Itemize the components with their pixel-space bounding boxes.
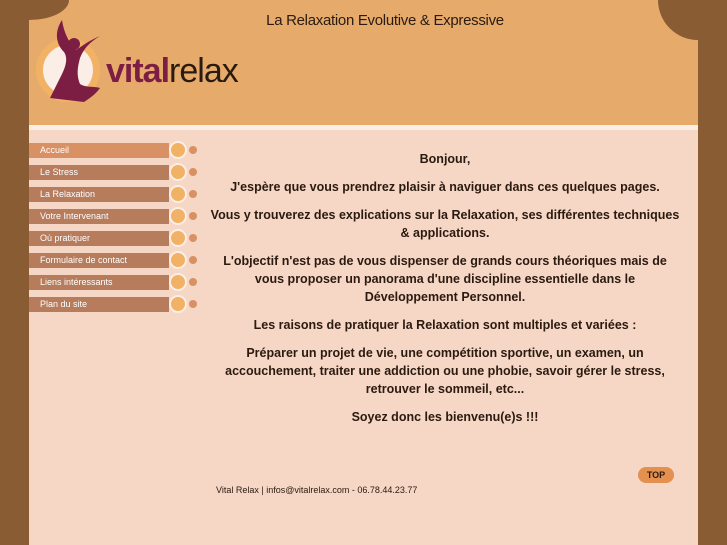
nav-label[interactable]: La Relaxation bbox=[29, 187, 169, 202]
logo-figure-icon bbox=[44, 18, 104, 106]
nav-label[interactable]: Le Stress bbox=[29, 165, 169, 180]
footer-contact: Vital Relax | infos@vitalrelax.com - 06.78.44.23.77 bbox=[216, 485, 418, 495]
nav-knob-icon bbox=[169, 295, 187, 313]
greeting-paragraph: Bonjour, bbox=[419, 152, 471, 166]
nav-item-plan-du-site[interactable] bbox=[29, 293, 199, 315]
nav-dot-icon bbox=[189, 212, 197, 220]
nav-label[interactable]: Liens intéressants bbox=[29, 275, 169, 290]
nav-knob-icon bbox=[169, 273, 187, 291]
nav-knob-icon bbox=[169, 229, 187, 247]
logo-relax-text: relax bbox=[169, 52, 238, 90]
logo-vital-text: vital bbox=[106, 52, 170, 90]
nav-knob-icon bbox=[169, 185, 187, 203]
nav-dot-icon bbox=[189, 168, 197, 176]
content-paragraph: L'objectif n'est pas de vous dispenser de grands cours théoriques mais de vous proposer un panorama d'une discipline essentielle dans le Développement Personnel. bbox=[223, 254, 667, 304]
header-divider bbox=[29, 125, 698, 130]
nav-dot-icon bbox=[189, 256, 197, 264]
nav-item-formulaire-contact[interactable] bbox=[29, 249, 199, 271]
nav-label[interactable]: Votre Intervenant bbox=[29, 209, 169, 224]
content-paragraph: Les raisons de pratiquer la Relaxation sont multiples et variées : bbox=[253, 318, 637, 332]
content-paragraph: Vous y trouverez des explications sur la Relaxation, ses différentes techniques & applications. bbox=[210, 208, 680, 240]
nav-knob-icon bbox=[169, 163, 187, 181]
nav-dot-icon bbox=[189, 190, 197, 198]
nav-item-votre-intervenant[interactable] bbox=[29, 205, 199, 227]
main-nav bbox=[29, 139, 199, 315]
nav-label[interactable]: Accueil bbox=[29, 143, 169, 158]
nav-label[interactable]: Formulaire de contact bbox=[29, 253, 169, 268]
back-to-top-button[interactable]: TOP bbox=[638, 467, 674, 483]
nav-dot-icon bbox=[189, 234, 197, 242]
nav-item-le-stress[interactable] bbox=[29, 161, 199, 183]
nav-dot-icon bbox=[189, 278, 197, 286]
site-tagline: La Relaxation Evolutive & Expressive bbox=[266, 12, 504, 29]
nav-item-ou-pratiquer[interactable] bbox=[29, 227, 199, 249]
nav-item-accueil[interactable] bbox=[29, 139, 199, 161]
content-paragraph: J'espère que vous prendrez plaisir à naviguer dans ces quelques pages. bbox=[230, 180, 660, 194]
logo-wordmark[interactable] bbox=[106, 52, 238, 91]
content-paragraph: Préparer un projet de vie, une compétition sportive, un examen, un accouchement, traiter une addiction ou une phobie, savoir gérer le stress, retrouver le sommeil, etc... bbox=[225, 346, 665, 396]
main-content bbox=[210, 150, 680, 436]
welcome-paragraph: Soyez donc les bienvenu(e)s !!! bbox=[351, 410, 539, 424]
nav-label[interactable]: Où pratiquer bbox=[29, 231, 169, 246]
nav-item-liens-interessants[interactable] bbox=[29, 271, 199, 293]
nav-label[interactable]: Plan du site bbox=[29, 297, 169, 312]
nav-knob-icon bbox=[169, 251, 187, 269]
nav-dot-icon bbox=[189, 300, 197, 308]
nav-dot-icon bbox=[189, 146, 197, 154]
nav-knob-icon bbox=[169, 207, 187, 225]
nav-item-la-relaxation[interactable] bbox=[29, 183, 199, 205]
nav-knob-icon bbox=[169, 141, 187, 159]
